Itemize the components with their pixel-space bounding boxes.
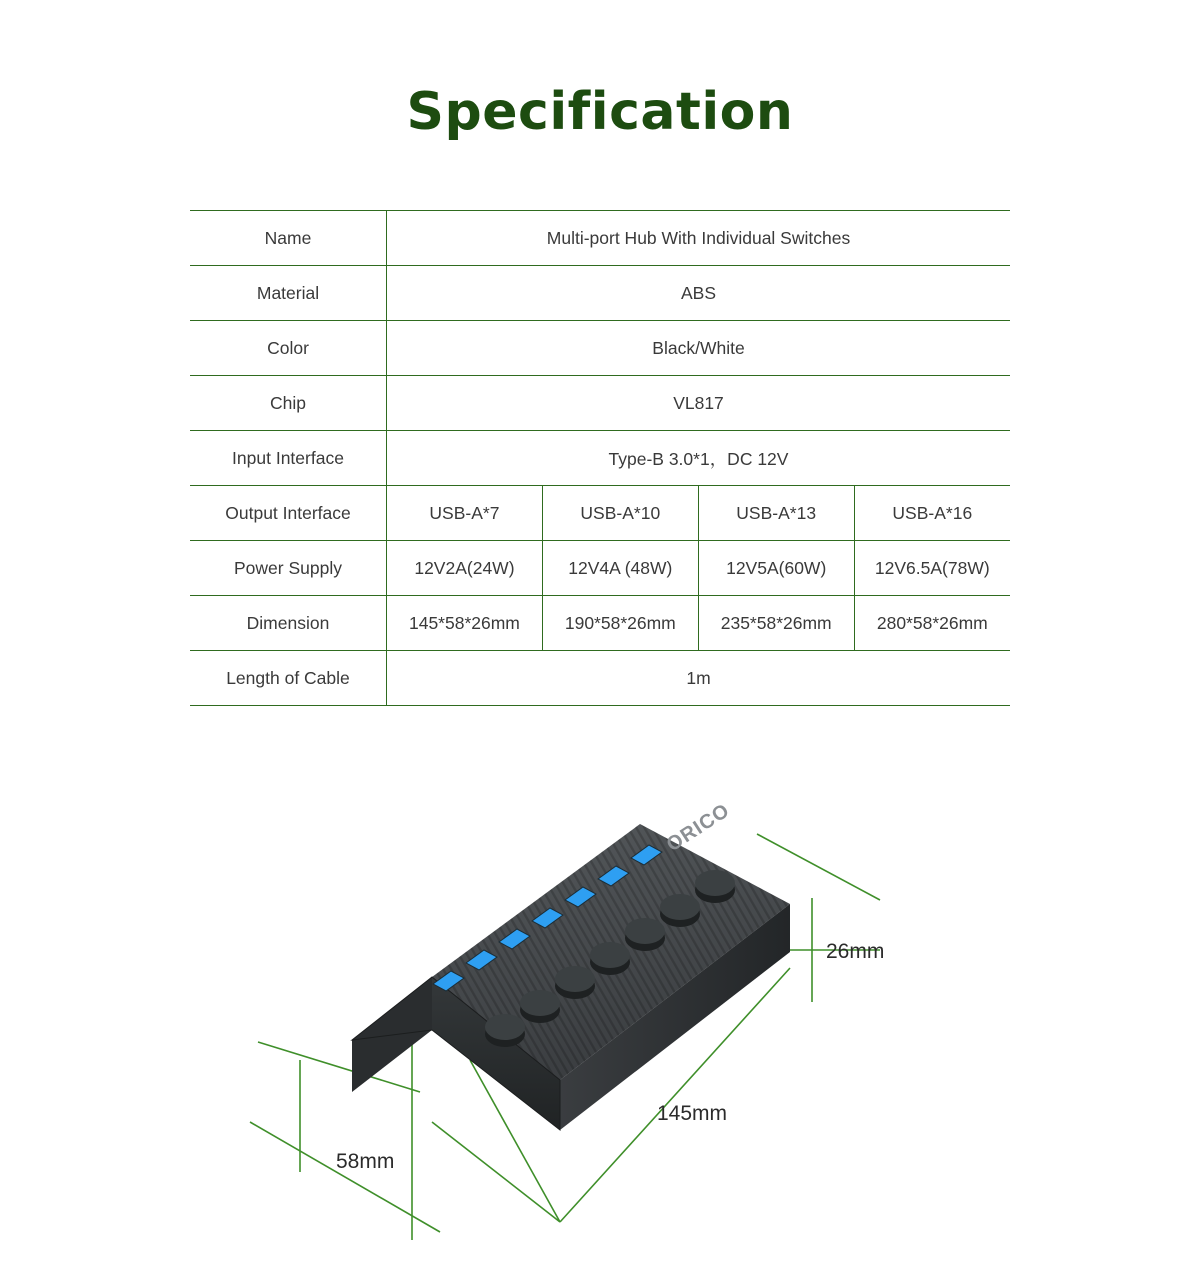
- row-value-variant-3: USB-A*13: [698, 486, 854, 541]
- row-value-variant-2: USB-A*10: [542, 486, 698, 541]
- row-value-variant-2: 190*58*26mm: [542, 596, 698, 651]
- row-value-variant-3: 12V5A(60W): [698, 541, 854, 596]
- table-row: [190, 486, 1010, 541]
- row-value: ABS: [387, 266, 1011, 321]
- row-label: Color: [190, 321, 387, 376]
- svg-text:ORICO: ORICO: [662, 799, 734, 857]
- table-row: [190, 321, 1010, 376]
- row-value-variant-1: USB-A*7: [387, 486, 543, 541]
- table-row: [190, 431, 1010, 486]
- brand-logo: [663, 799, 734, 856]
- row-value: 1m: [387, 651, 1011, 706]
- table-row: [190, 211, 1010, 266]
- dimension-width-label: 58mm: [336, 1150, 395, 1173]
- row-value-variant-4: 12V6.5A(78W): [854, 541, 1010, 596]
- row-label: Dimension: [190, 596, 387, 651]
- row-value: Multi-port Hub With Individual Switches: [387, 211, 1011, 266]
- table-row: [190, 541, 1010, 596]
- row-value: Black/White: [387, 321, 1011, 376]
- row-value-variant-3: 235*58*26mm: [698, 596, 854, 651]
- row-label: Material: [190, 266, 387, 321]
- row-label: Length of Cable: [190, 651, 387, 706]
- row-label: Input Interface: [190, 431, 387, 486]
- row-label: Chip: [190, 376, 387, 431]
- specification-table: [190, 210, 1010, 706]
- row-value-variant-1: 145*58*26mm: [387, 596, 543, 651]
- table-row: [190, 651, 1010, 706]
- table-row: [190, 376, 1010, 431]
- row-label: Output Interface: [190, 486, 387, 541]
- row-label: Power Supply: [190, 541, 387, 596]
- table-body: [190, 211, 1010, 706]
- row-value-variant-2: 12V4A (48W): [542, 541, 698, 596]
- dimension-length-label: 145mm: [657, 1102, 728, 1125]
- product-drawing: [0, 792, 1200, 1282]
- row-value-variant-4: USB-A*16: [854, 486, 1010, 541]
- dimension-height-label: 26mm: [826, 940, 885, 963]
- table-row: [190, 266, 1010, 321]
- product-illustration: [0, 792, 1200, 1282]
- row-value-variant-4: 280*58*26mm: [854, 596, 1010, 651]
- row-value-variant-1: 12V2A(24W): [387, 541, 543, 596]
- page-title: Specification: [406, 82, 794, 142]
- table-row: [190, 596, 1010, 651]
- row-value: Type-B 3.0*1，DC 12V: [387, 431, 1011, 486]
- row-value: VL817: [387, 376, 1011, 431]
- row-label: Name: [190, 211, 387, 266]
